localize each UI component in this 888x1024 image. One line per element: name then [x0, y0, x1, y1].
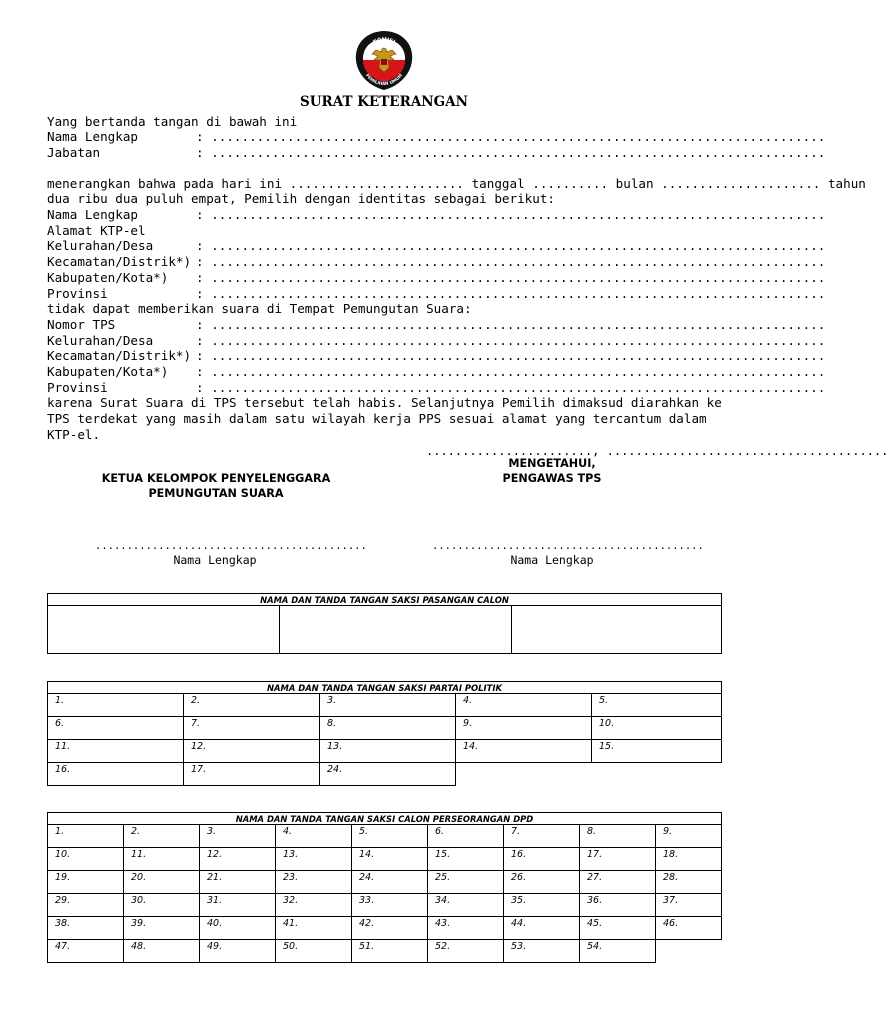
dpd-witness-cell[interactable]: 10.	[48, 848, 124, 871]
voter-name-field: : .................................................................................	[196, 207, 826, 222]
dpd-witness-cell[interactable]: 40.	[200, 917, 276, 940]
party-witness-cell[interactable]: 11.	[48, 740, 184, 763]
dpd-witness-cell[interactable]: 16.	[504, 848, 580, 871]
dpd-witness-cell[interactable]: 47.	[48, 940, 124, 963]
dpd-witness-cell[interactable]: 39.	[124, 917, 200, 940]
party-witness-cell[interactable]: 4.	[456, 694, 592, 717]
left-signature-title: KETUA KELOMPOK PENYELENGGARA PEMUNGUTAN SUARA	[101, 472, 331, 500]
tps-province-label: Provinsi	[47, 380, 108, 395]
dpd-witness-cell[interactable]: 19.	[48, 871, 124, 894]
dpd-witness-cell[interactable]: 2.	[124, 825, 200, 848]
dpd-witness-cell[interactable]: 49.	[200, 940, 276, 963]
dpd-witness-cell[interactable]: 35.	[504, 894, 580, 917]
dpd-witness-cell[interactable]: 1.	[48, 825, 124, 848]
signer-name-label: Nama Lengkap	[47, 129, 138, 144]
dpd-witness-cell[interactable]: 54.	[580, 940, 656, 963]
party-witness-cell[interactable]: 7.	[184, 717, 320, 740]
party-witness-cell[interactable]: 24.	[320, 763, 456, 786]
dpd-witness-cell[interactable]: 37.	[656, 894, 722, 917]
voter-village-field: : .................................................................................	[196, 238, 826, 253]
dpd-witness-cell[interactable]: 34.	[428, 894, 504, 917]
dpd-witness-cell[interactable]: 31.	[200, 894, 276, 917]
dpd-witness-cell[interactable]: 17.	[580, 848, 656, 871]
dpd-witness-cell[interactable]: 42.	[352, 917, 428, 940]
tps-number-field: : .................................................................................	[196, 317, 826, 332]
party-witness-cell[interactable]: 9.	[456, 717, 592, 740]
party-witness-header: NAMA DAN TANDA TANGAN SAKSI PARTAI POLITIK	[48, 682, 722, 694]
dpd-witness-cell[interactable]: 21.	[200, 871, 276, 894]
party-witness-cell[interactable]: 17.	[184, 763, 320, 786]
dpd-witness-cell[interactable]: 26.	[504, 871, 580, 894]
candidate-witness-cell[interactable]	[280, 606, 512, 654]
dpd-witness-cell[interactable]: 7.	[504, 825, 580, 848]
party-witness-cell[interactable]: 12.	[184, 740, 320, 763]
dpd-witness-cell[interactable]: 25.	[428, 871, 504, 894]
voter-address-label: Alamat KTP-el	[47, 223, 146, 238]
dpd-witness-cell[interactable]: 46.	[656, 917, 722, 940]
dpd-witness-cell[interactable]: 20.	[124, 871, 200, 894]
right-signature-line: ...........................................	[432, 540, 704, 552]
signer-name-field: : .................................................................................	[196, 129, 826, 144]
voter-regency-field: : .................................................................................	[196, 270, 826, 285]
tps-regency-label: Kabupaten/Kota*)	[47, 364, 169, 379]
dpd-witness-header: NAMA DAN TANDA TANGAN SAKSI CALON PERSEORANGAN DPD	[48, 813, 722, 825]
tps-province-field: : .................................................................................	[196, 380, 826, 395]
dpd-witness-cell[interactable]: 6.	[428, 825, 504, 848]
dpd-witness-cell[interactable]: 4.	[276, 825, 352, 848]
dpd-witness-cell[interactable]: 24.	[352, 871, 428, 894]
dpd-witness-cell[interactable]: 36.	[580, 894, 656, 917]
candidate-witness-table	[47, 593, 722, 654]
logo-text-bottom: PEMILIHAN UMUM	[364, 72, 404, 87]
kpu-logo	[352, 30, 416, 92]
dpd-witness-cell[interactable]: 12.	[200, 848, 276, 871]
dpd-witness-cell[interactable]: 29.	[48, 894, 124, 917]
dpd-witness-cell[interactable]: 53.	[504, 940, 580, 963]
party-witness-cell[interactable]: 16.	[48, 763, 184, 786]
dpd-witness-cell[interactable]: 14.	[352, 848, 428, 871]
signer-position-field: : .................................................................................	[196, 145, 826, 160]
voter-name-label: Nama Lengkap	[47, 207, 138, 222]
empty-cell	[656, 940, 722, 963]
voter-province-field: : .................................................................................	[196, 286, 826, 301]
dpd-witness-cell[interactable]: 50.	[276, 940, 352, 963]
tps-village-label: Kelurahan/Desa	[47, 333, 154, 348]
dpd-witness-cell[interactable]: 32.	[276, 894, 352, 917]
voter-village-label: Kelurahan/Desa	[47, 238, 154, 253]
dpd-witness-cell[interactable]: 28.	[656, 871, 722, 894]
statement-line-2: dua ribu dua puluh empat, Pemilih dengan identitas sebagai berikut:	[47, 191, 555, 206]
candidate-witness-cell[interactable]	[48, 606, 280, 654]
dpd-witness-cell[interactable]: 27.	[580, 871, 656, 894]
dpd-witness-cell[interactable]: 52.	[428, 940, 504, 963]
party-witness-table	[47, 681, 722, 786]
dpd-witness-cell[interactable]: 43.	[428, 917, 504, 940]
logo-text-top: KOMISI	[372, 36, 396, 46]
reason-line-2: TPS terdekat yang masih dalam satu wilayah kerja PPS sesuai alamat yang tercantum dalam	[47, 411, 707, 426]
party-witness-cell[interactable]: 5.	[592, 694, 722, 717]
right-signature-name-label: Nama Lengkap	[510, 553, 594, 567]
left-signature-name-label: Nama Lengkap	[173, 553, 257, 567]
empty-cell	[456, 763, 722, 786]
dpd-witness-cell[interactable]: 33.	[352, 894, 428, 917]
unable-vote-text: tidak dapat memberikan suara di Tempat Pemungutan Suara:	[47, 301, 472, 316]
party-witness-cell[interactable]: 3.	[320, 694, 456, 717]
tps-district-label: Kecamatan/Distrik*)	[47, 348, 192, 363]
dpd-witness-cell[interactable]: 13.	[276, 848, 352, 871]
dpd-witness-cell[interactable]: 5.	[352, 825, 428, 848]
dpd-witness-cell[interactable]: 23.	[276, 871, 352, 894]
voter-province-label: Provinsi	[47, 286, 108, 301]
dpd-witness-cell[interactable]: 11.	[124, 848, 200, 871]
candidate-witness-cell[interactable]	[512, 606, 722, 654]
voter-district-field: : .................................................................................	[196, 254, 826, 269]
dpd-witness-cell[interactable]: 51.	[352, 940, 428, 963]
document-title: SURAT KETERANGAN	[300, 94, 468, 110]
dpd-witness-cell[interactable]: 38.	[48, 917, 124, 940]
dpd-witness-cell[interactable]: 15.	[428, 848, 504, 871]
party-witness-cell[interactable]: 15.	[592, 740, 722, 763]
dpd-witness-cell[interactable]: 9.	[656, 825, 722, 848]
party-witness-cell[interactable]: 13.	[320, 740, 456, 763]
party-witness-cell[interactable]: 10.	[592, 717, 722, 740]
signer-position-label: Jabatan	[47, 145, 101, 160]
dpd-witness-cell[interactable]: 41.	[276, 917, 352, 940]
candidate-witness-header: NAMA DAN TANDA TANGAN SAKSI PASANGAN CALON	[48, 594, 722, 606]
tps-district-field: : .................................................................................	[196, 348, 826, 363]
dpd-witness-cell[interactable]: 45.	[580, 917, 656, 940]
party-witness-cell[interactable]: 2.	[184, 694, 320, 717]
dpd-witness-table	[47, 812, 722, 963]
dpd-witness-cell[interactable]: 30.	[124, 894, 200, 917]
reason-line-1: karena Surat Suara di TPS tersebut telah habis. Selanjutnya Pemilih dimaksud diarahkan ke	[47, 395, 722, 410]
tps-village-field: : .................................................................................	[196, 333, 826, 348]
party-witness-cell[interactable]: 6.	[48, 717, 184, 740]
party-witness-cell[interactable]: 1.	[48, 694, 184, 717]
tps-number-label: Nomor TPS	[47, 317, 116, 332]
party-witness-cell[interactable]: 8.	[320, 717, 456, 740]
left-signature-line: ...........................................	[95, 540, 367, 552]
voter-regency-label: Kabupaten/Kota*)	[47, 270, 169, 285]
dpd-witness-cell[interactable]: 3.	[200, 825, 276, 848]
statement-line-1: menerangkan bahwa pada hari ini ....................... tanggal .......... bulan ..................... tahun	[47, 176, 866, 191]
dpd-witness-cell[interactable]: 48.	[124, 940, 200, 963]
place-date-line: ......................., .......................................	[426, 444, 888, 458]
reason-line-3: KTP-el.	[47, 427, 101, 442]
dpd-witness-cell[interactable]: 44.	[504, 917, 580, 940]
dpd-witness-cell[interactable]: 8.	[580, 825, 656, 848]
intro-text: Yang bertanda tangan di bawah ini	[47, 114, 298, 129]
dpd-witness-cell[interactable]: 18.	[656, 848, 722, 871]
right-signature-title: MENGETAHUI, PENGAWAS TPS	[502, 457, 602, 485]
tps-regency-field: : .................................................................................	[196, 364, 826, 379]
voter-district-label: Kecamatan/Distrik*)	[47, 254, 192, 269]
party-witness-cell[interactable]: 14.	[456, 740, 592, 763]
